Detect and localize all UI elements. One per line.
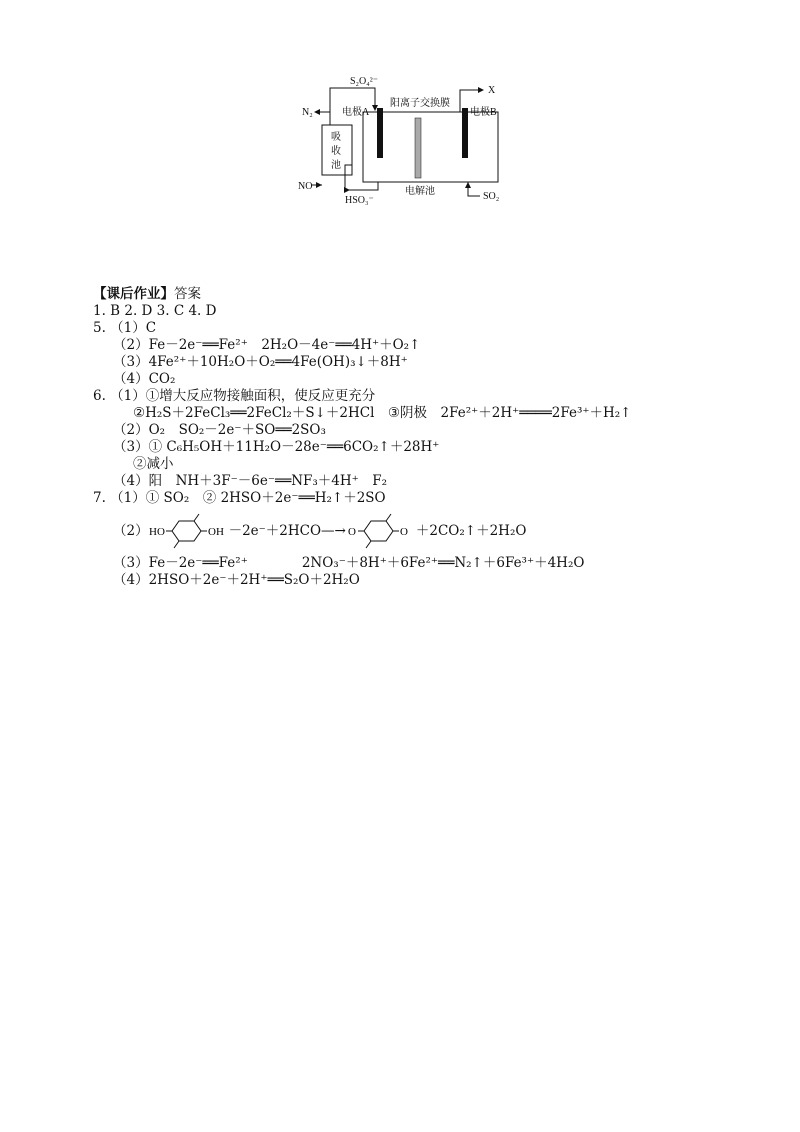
label-n2: N₂ xyxy=(302,107,313,118)
answer-line: （4）阳 NH＋3F⁻－6e⁻══NF₃＋4H⁺ F₂ xyxy=(113,473,388,489)
hydroquinone-structure xyxy=(149,511,229,551)
label-so2: SO₂ xyxy=(483,191,500,202)
answer-line: （3）4Fe²⁺＋10H₂O＋O₂══4Fe(OH)₃↓＋8H⁺ xyxy=(113,354,408,370)
label-electrode-b: 电极B xyxy=(470,107,497,118)
answer-line: （4）2HSO＋2e⁻＋2H⁺══S₂O＋2H₂O xyxy=(113,572,360,588)
answer-line: （4）CO₂ xyxy=(113,371,176,387)
label-s2o4: S₂O₄²⁻ xyxy=(350,76,379,87)
label-hso3: HSO₃⁻ xyxy=(345,195,374,206)
answer-line: ②减小 xyxy=(133,456,174,472)
heading xyxy=(93,286,753,303)
oh-label: OH xyxy=(207,526,224,538)
label-cell: 电解池 xyxy=(405,186,435,197)
answer-line: （2）Fe－2e⁻══Fe²⁺ 2H₂O－4e⁻══4H⁺＋O₂↑ xyxy=(113,337,421,353)
answer-line: （2）O₂ SO₂－2e⁻＋SO══2SO₃ xyxy=(113,422,326,438)
ho-label: HO xyxy=(148,526,165,538)
label-membrane: 阳离子交换膜 xyxy=(390,98,450,109)
answer-document xyxy=(93,286,753,589)
answer-line: 6. （1）①增大反应物接触面积，使反应更充分 xyxy=(93,388,376,404)
o-right-label: O xyxy=(399,526,408,538)
reaction-suffix: ＋2CO₂↑＋2H₂O xyxy=(415,522,527,539)
o-left-label: O xyxy=(347,526,356,538)
label-absorber-2: 收 xyxy=(331,146,341,157)
answer-line: （3）① C₆H₅OH＋11H₂O－28e⁻══6CO₂↑＋28H⁺ xyxy=(113,439,440,455)
hso3-pipe xyxy=(345,165,378,190)
electrode-a xyxy=(377,108,383,158)
answer-line: 1. B 2. D 3. C 4. D xyxy=(93,303,217,319)
heading-bracket: 【课后作业】 xyxy=(93,286,174,302)
electrolysis-diagram xyxy=(290,70,510,215)
cell-box xyxy=(363,112,498,182)
membrane xyxy=(415,118,421,178)
answer-line: 7. （1）① SO₂ ② 2HSO＋2e⁻══H₂↑＋2SO xyxy=(93,490,386,506)
label-x: X xyxy=(488,85,496,96)
reaction-mid: －2e⁻＋2HCO—→ xyxy=(228,522,346,539)
label-absorber-1: 吸 xyxy=(331,132,341,143)
answer-line: （3）Fe－2e⁻══Fe²⁺ 2NO₃⁻＋8H⁺＋6Fe²⁺══N₂↑＋6Fe³⁺＋4H₂O xyxy=(113,555,585,571)
answer-line: ②H₂S＋2FeCl₃══2FeCl₂＋S↓＋2HCl ③阴极 2Fe²⁺＋2H⁺════2Fe³⁺＋H₂↑ xyxy=(133,405,632,421)
label-absorber-3: 池 xyxy=(331,160,341,171)
label-no: NO xyxy=(298,181,313,192)
answer-line: 5. （1）C xyxy=(93,320,157,336)
reaction-line xyxy=(93,507,753,555)
quinone-structure xyxy=(346,511,416,551)
so2-pipe xyxy=(468,182,480,196)
label-electrode-a: 电极A xyxy=(342,107,370,118)
reaction-prefix: （2） xyxy=(113,522,149,539)
electrode-b xyxy=(462,108,468,158)
heading-rest: 答案 xyxy=(174,286,201,302)
